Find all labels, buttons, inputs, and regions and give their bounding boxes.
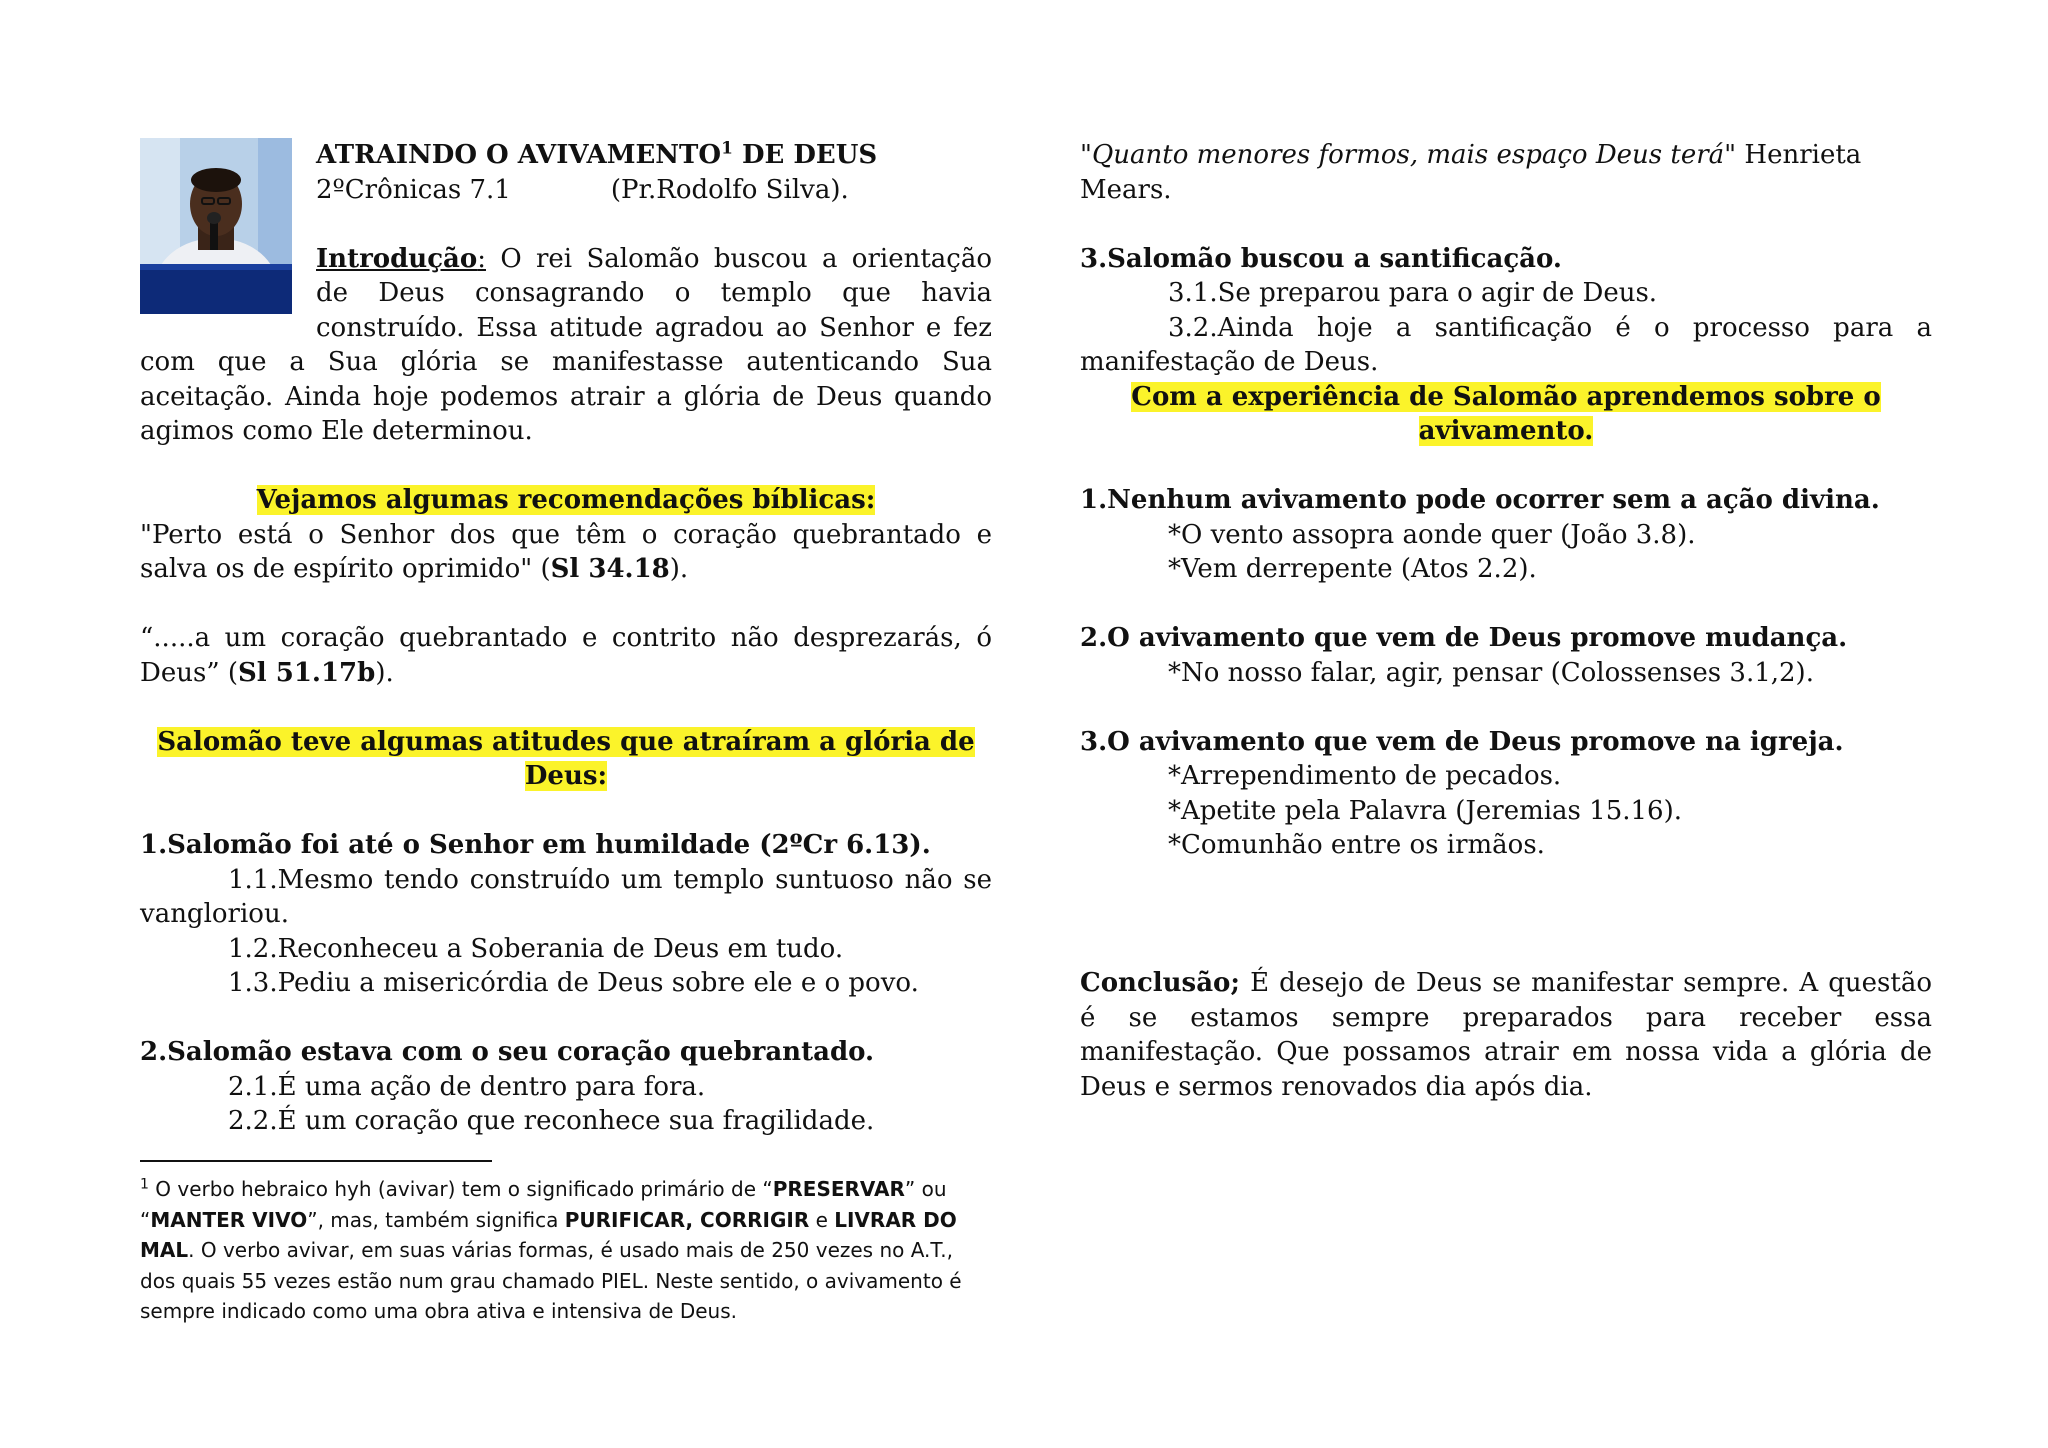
bible-reference: 2ºCrônicas 7.1 xyxy=(316,174,511,205)
footnote-ref-mark[interactable]: 1 xyxy=(721,138,733,159)
conclusion-label: Conclusão; xyxy=(1080,968,1240,998)
point-3-1: 3.1.Se preparou para o agir de Deus. xyxy=(1168,278,1658,308)
revival-point-3: 3.O avivamento que vem de Deus promove na igreja. xyxy=(1080,726,1844,757)
conclusion-paragraph: Conclusão; É desejo de Deus se manifestar sempre. A questão é se estamos sempre preparados para receber essa manifestação. Que possamos atrair em nossa vida a glória de Deus e sermos renovados dia após dia. xyxy=(1080,968,1932,1102)
author: (Pr.Rodolfo Silva). xyxy=(610,174,849,205)
revival-point-2: 2.O avivamento que vem de Deus promove mudança. xyxy=(1080,623,1848,653)
point-2-2: 2.2.É um coração que reconhece sua fragilidade. xyxy=(228,1106,875,1136)
revival-point-1-a: *O vento assopra aonde quer (João 3.8). xyxy=(1168,519,1696,550)
point-2-1: 2.1.É uma ação de dentro para fora. xyxy=(228,1071,706,1102)
revival-point-3-b: *Apetite pela Palavra (Jeremias 15.16). xyxy=(1168,795,1682,826)
footnote: $^1$ O verbo hebraico hyh (avivar) tem o significado primário de “PRESERVAR” ou “MANTER VIVO”, mas, também significa PURIFICAR, CORRIGIR e LIVRAR DO MAL. O verbo avivar, em suas várias formas, é usado mais de 250 vezes no A.T., dos quais 55 vezes estão num grau chamado PIEL. Neste sentido, o avivamento é sempre indicado como uma obra ativa e intensiva de Deus. xyxy=(140,1176,962,1323)
pastor-portrait-image xyxy=(140,138,292,314)
sermon-title: ATRAINDO O AVIVAMENTO$^1$ DE DEUS xyxy=(316,138,878,170)
point-3-2: 3.2.Ainda hoje a santificação é o processo para a manifestação de Deus. xyxy=(1080,312,1932,377)
quote-psalm-34: "Perto está o Senhor dos que têm o coração quebrantado e salva os de espírito oprimido" (Sl 34.18). xyxy=(140,519,992,584)
point-1-heading: 1.Salomão foi até o Senhor em humildade (2ºCr 6.13). xyxy=(140,830,931,860)
revival-point-3-a: *Arrependimento de pecados. xyxy=(1168,761,1562,791)
point-1-2: 1.2.Reconheceu a Soberania de Deus em tudo. xyxy=(228,933,844,964)
right-column xyxy=(1080,138,1932,1104)
quote-psalm-51: “.....a um coração quebrantado e contrito não desprezarás, ó Deus” (Sl 51.17b). xyxy=(140,623,992,688)
revival-point-3-c: *Comunhão entre os irmãos. xyxy=(1168,830,1545,860)
henrieta-mears-quote: "Quanto menores formos, mais espaço Deus terá" Henrieta Mears. xyxy=(1080,140,1862,205)
revival-point-1-b: *Vem derrepente (Atos 2.2). xyxy=(1168,554,1537,584)
introduction-paragraph: Introdução: O rei Salomão buscou a orientação de Deus consagrando o templo que havia construído. Essa atitude agradou ao Senhor e fez com que a Sua glória se manifestasse autenticando Sua aceitação. Ainda hoje podemos atrair a glória de Deus quando agimos como Ele determinou. xyxy=(140,243,992,446)
revival-point-2-a: *No nosso falar, agir, pensar (Colossenses 3.1,2). xyxy=(1168,657,1814,688)
recommendations-heading: Vejamos algumas recomendações bíblicas: xyxy=(256,485,876,515)
revival-point-1: 1.Nenhum avivamento pode ocorrer sem a ação divina. xyxy=(1080,485,1880,515)
introduction-label: Introdução xyxy=(316,243,478,274)
left-column xyxy=(140,138,992,1139)
footnote-number: 1 xyxy=(140,1176,149,1193)
pastor-photo xyxy=(140,138,292,314)
point-1-1: 1.1.Mesmo tendo construído um templo suntuoso não se vangloriou. xyxy=(140,864,992,929)
point-1-3: 1.3.Pediu a misericórdia de Deus sobre ele e o povo. xyxy=(228,968,919,998)
point-3-heading: 3.Salomão buscou a santificação. xyxy=(1080,243,1562,274)
attitudes-heading: Salomão teve algumas atitudes que atraíram a glória de Deus: xyxy=(157,726,975,791)
footnote-divider xyxy=(140,1160,492,1162)
point-2-heading: 2.Salomão estava com o seu coração quebrantado. xyxy=(140,1037,875,1067)
experience-heading: Com a experiência de Salomão aprendemos sobre o avivamento. xyxy=(1131,381,1881,446)
